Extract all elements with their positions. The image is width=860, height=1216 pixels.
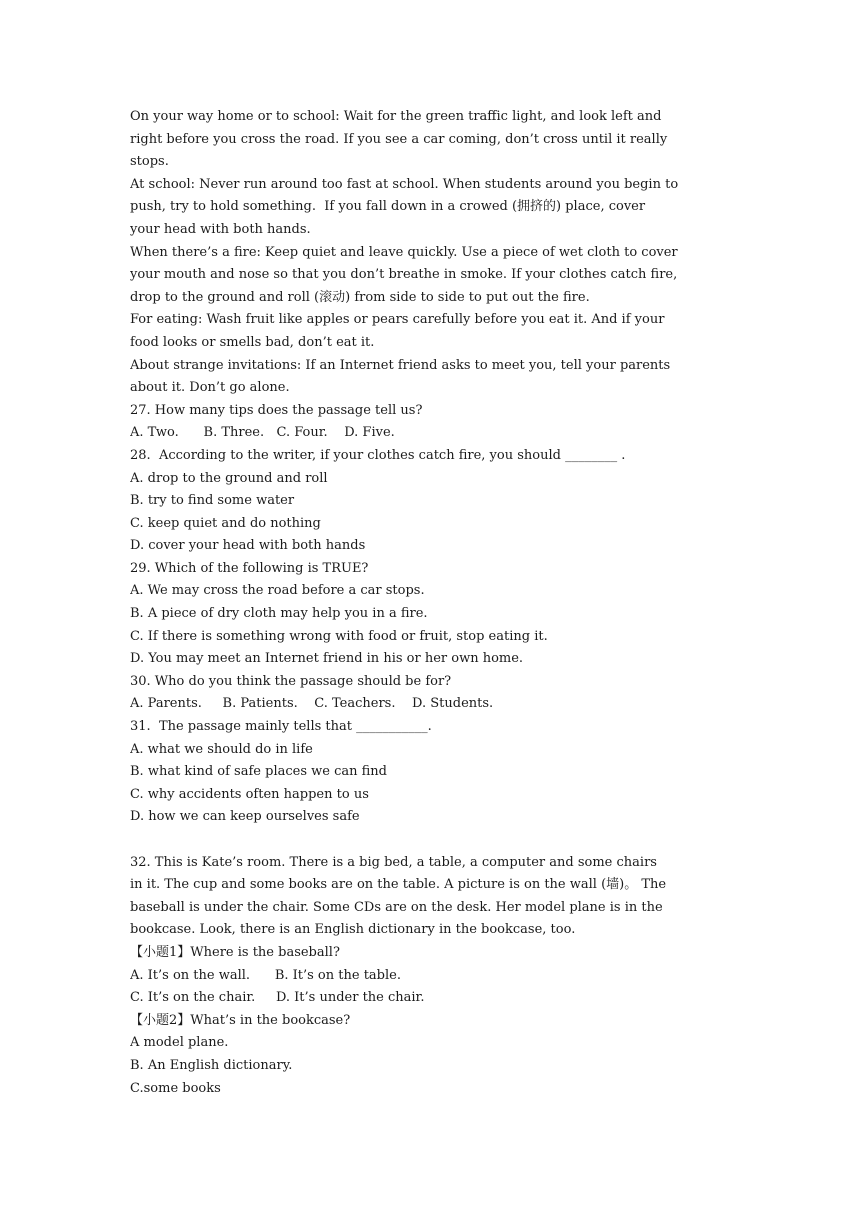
sub-question-2-option-c: C.some books — [130, 1080, 221, 1096]
reading-passage — [130, 106, 732, 400]
question-31: 31. The passage mainly tells that ___________. — [130, 719, 432, 735]
question-31-option-a: A. what we should do in life — [130, 741, 313, 757]
passage-line: For eating: Wash fruit like apples or pears carefully before you eat it. And if your — [130, 312, 665, 328]
passage-line: about it. Don’t go alone. — [130, 380, 290, 396]
question-31-option-b: B. what kind of safe places we can find — [130, 764, 387, 780]
section-spacer — [130, 829, 732, 852]
passage-32-line: in it. The cup and some books are on the table. A picture is on the wall (墙)。 The — [130, 877, 667, 893]
question-29-option-a: A. We may cross the road before a car stops. — [130, 583, 425, 599]
sub-question-2-option-a: A model plane. — [130, 1035, 229, 1051]
question-28-option-a: A. drop to the ground and roll — [130, 470, 328, 486]
passage-32-line: bookcase. Look, there is an English dictionary in the bookcase, too. — [130, 922, 576, 938]
passage-line: your head with both hands. — [130, 221, 311, 237]
question-30-options: A. Parents. B. Patients. C. Teachers. D. Students. — [130, 696, 494, 712]
question-28-option-b: B. try to find some water — [130, 493, 295, 509]
question-28-option-c: C. keep quiet and do nothing — [130, 515, 321, 531]
document-page — [130, 106, 732, 1100]
passage-line: stops. — [130, 154, 169, 170]
sub-question-2-option-b: B. An English dictionary. — [130, 1057, 293, 1073]
passage-line: food looks or smells bad, don’t eat it. — [130, 334, 375, 350]
sub-question-2: 【小题2】What’s in the bookcase? — [130, 1012, 351, 1028]
question-28: 28. According to the writer, if your clothes catch fire, you should ________ . — [130, 447, 626, 463]
passage-line: push, try to hold something. If you fall down in a crowed (拥挤的) place, cover — [130, 199, 646, 215]
passage-line: your mouth and nose so that you don’t breathe in smoke. If your clothes catch fire, — [130, 267, 678, 283]
passage-line: About strange invitations: If an Internet friend asks to meet you, tell your parents — [130, 357, 671, 373]
sub-question-1: 【小题1】Where is the baseball? — [130, 944, 340, 960]
question-29-option-c: C. If there is something wrong with food or fruit, stop eating it. — [130, 628, 548, 644]
passage-line: When there’s a fire: Keep quiet and leave quickly. Use a piece of wet cloth to cover — [130, 244, 678, 260]
question-29-option-b: B. A piece of dry cloth may help you in a fire. — [130, 606, 428, 622]
passage-line: drop to the ground and roll (滚动) from side to side to put out the fire. — [130, 289, 590, 305]
question-list — [130, 400, 732, 829]
question-28-option-d: D. cover your head with both hands — [130, 538, 366, 554]
question-31-option-c: C. why accidents often happen to us — [130, 786, 369, 802]
passage-line: At school: Never run around too fast at school. When students around you begin to — [130, 176, 679, 192]
question-27-options: A. Two. B. Three. C. Four. D. Five. — [130, 425, 395, 441]
sub-question-1-options-ab: A. It’s on the wall. B. It’s on the table. — [130, 967, 401, 983]
question-30: 30. Who do you think the passage should be for? — [130, 673, 452, 689]
passage-32-line: baseball is under the chair. Some CDs are on the desk. Her model plane is in the — [130, 899, 663, 915]
sub-question-1-options-cd: C. It’s on the chair. D. It’s under the chair. — [130, 990, 425, 1006]
passage-32 — [130, 852, 732, 1101]
passage-line: right before you cross the road. If you see a car coming, don’t cross until it really — [130, 131, 668, 147]
question-29: 29. Which of the following is TRUE? — [130, 560, 369, 576]
question-29-option-d: D. You may meet an Internet friend in his or her own home. — [130, 651, 524, 667]
question-31-option-d: D. how we can keep ourselves safe — [130, 809, 360, 825]
passage-32-line: 32. This is Kate’s room. There is a big bed, a table, a computer and some chairs — [130, 854, 657, 870]
question-27: 27. How many tips does the passage tell us? — [130, 402, 423, 418]
passage-line: On your way home or to school: Wait for the green traffic light, and look left and — [130, 109, 662, 124]
